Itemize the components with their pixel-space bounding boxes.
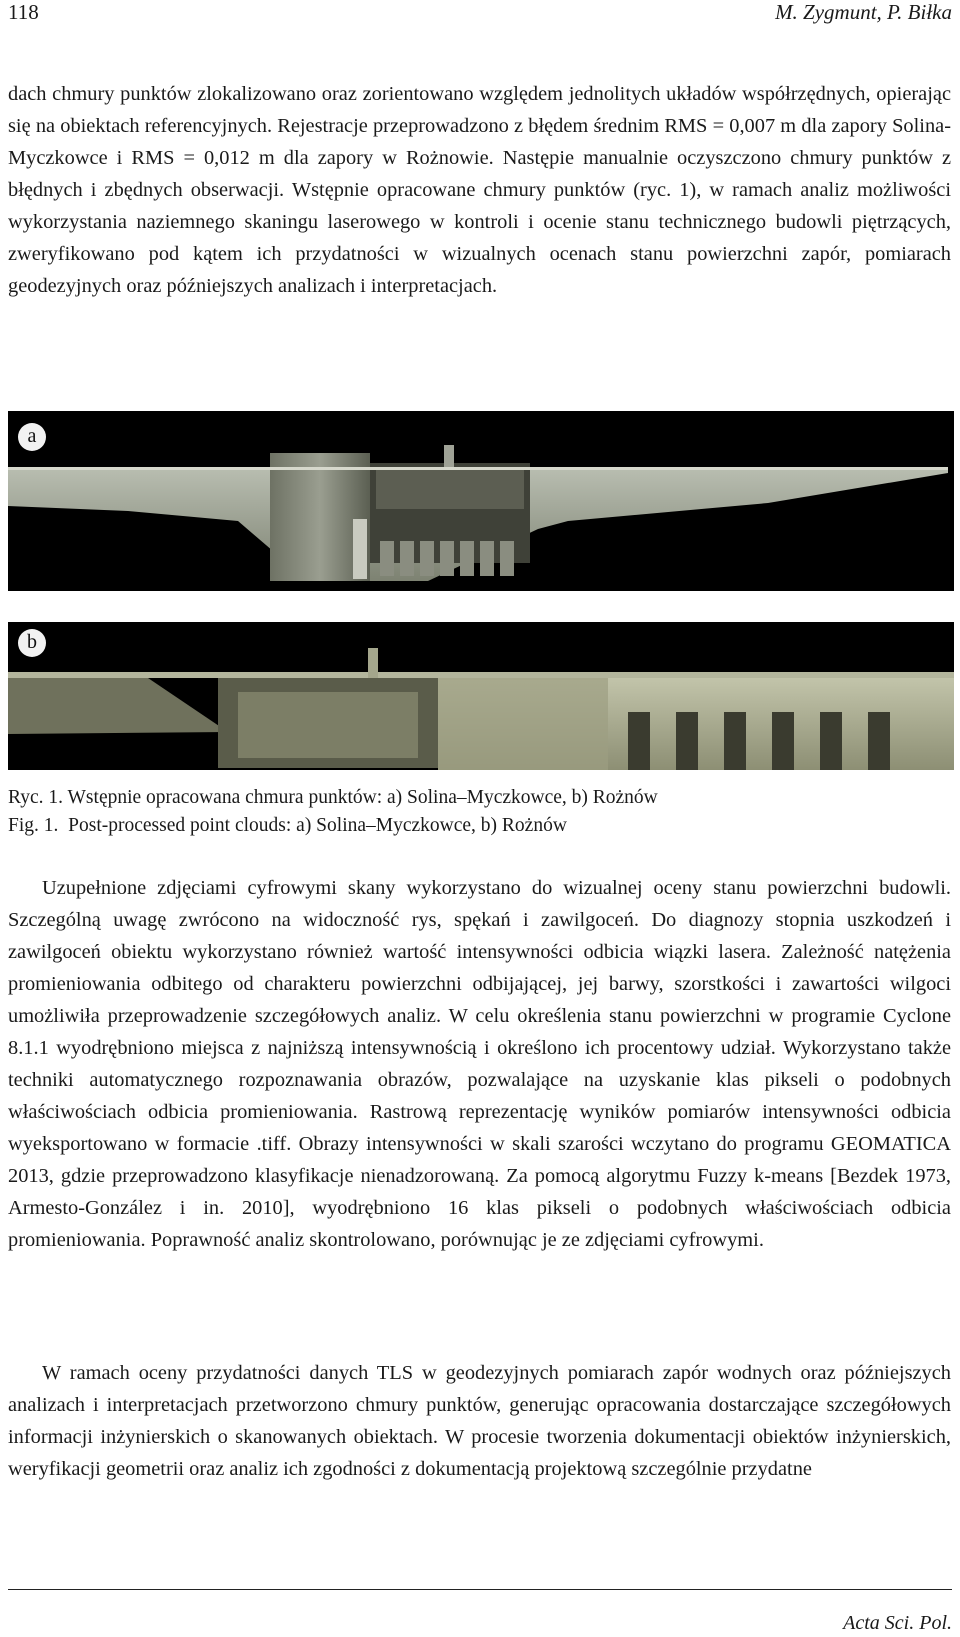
point-cloud-image-roznow [8, 622, 954, 770]
page-number: 118 [8, 0, 39, 24]
panel-a-badge: a [18, 423, 46, 451]
page-header [8, 0, 952, 30]
footer-journal-name: Acta Sci. Pol. [843, 1612, 952, 1634]
body-paragraph-3: W ramach oceny przydatności danych TLS w geodezyjnych pomiarach zapór wodnych oraz późniejszych analizach i interpretacjach przetworzono chmury punktów, generując opracowania dostarczające szczegółowych informacji inżynierskich o skanowanych obiektach. W procesie tworzenia dokumentacji obiektów inżynierskich, weryfikacji geometrii oraz analiz ich zgodności z dokumentacją projektową szczególnie przydatne [8, 1362, 951, 1480]
footer-divider [8, 1589, 952, 1590]
point-cloud-image-solina [8, 411, 954, 591]
body-paragraph-1: dach chmury punktów zlokalizowano oraz zorientowano względem jednolitych układów współrzędnych, opierając się na obiektach referencyjnych. Rejestracje przeprowadzono z błędem średnim RMS = 0,007 m dla zapory Solina-Myczkowce i RMS = 0,012 m dla zapory w Rożnowie. Następie manualnie oczyszczono chmury punktów z błędnych i zbędnych obserwacji. Wstępnie opracowane chmury punktów (ryc. 1), w ramach analiz możliwości wykorzystania naziemnego skaningu laserowego w kontroli i ocenie stanu technicznego budowli piętrzących, zweryfikowano pod kątem ich przydatności w wizualnych ocenach stanu powierzchni zapór, pomiarach geodezyjnych oraz późniejszych analizach i interpretacjach. [8, 83, 951, 297]
running-head-authors: M. Zygmunt, P. Biłka [775, 0, 952, 24]
panel-b-badge: b [18, 629, 46, 657]
body-paragraph-2: Uzupełnione zdjęciami cyfrowymi skany wykorzystano do wizualnej oceny stanu powierzchni budowli. Szczególną uwagę zwrócono na widoczność rys, spękań i zawilgoceń. Do diagnozy stopnia uszkodzeń i zawilgoceń obiektu wykorzystano również wartość intensywności odbicia wiązki lasera. Zależność natężenia promieniowania odbitego od charakteru powierzchni odbijającej, jej barwy, szorstkości i zawartości wilgoci umożliwiła przeprowadzenie szczegółowych analiz. W celu określenia stanu powierzchni w programie Cyclone 8.1.1 wyodrębniono miejsca z najniższą intensywnością i określono ich procentowy udział. Wykorzystano także techniki automatycznego rozpoznawania obrazów, pozwalające na uzyskanie klas pikseli o podobnych właściwościach odbicia promieniowania. Rastrową reprezentację wyników pomiarów intensywności odbicia wyeksportowano w formacie .tiff. Obrazy intensywności w skali szarości wczytano do programu GEOMATICA 2013, gdzie przeprowadzono klasyfikacje nienadzorowaną. Za pomocą algorytmu Fuzzy k-means [Bezdek 1973, Armesto-González i in. 2010], wyodrębniono 16 klas pikseli o podobnych właściwościach odbicia promieniowania. Poprawność analiz skontrolowano, porównując je ze zdjęciami cyfrowymi. [8, 877, 951, 1251]
dam-point-cloud-drawing-b [8, 622, 954, 770]
figure-caption-polish: Ryc. 1. Wstępnie opracowana chmura punktów: a) Solina–Myczkowce, b) Rożnów [8, 787, 658, 808]
dam-point-cloud-drawing-a [8, 411, 954, 591]
figure-caption-english: Fig. 1. Post-processed point clouds: a) Solina–Myczkowce, b) Rożnów [8, 815, 567, 836]
